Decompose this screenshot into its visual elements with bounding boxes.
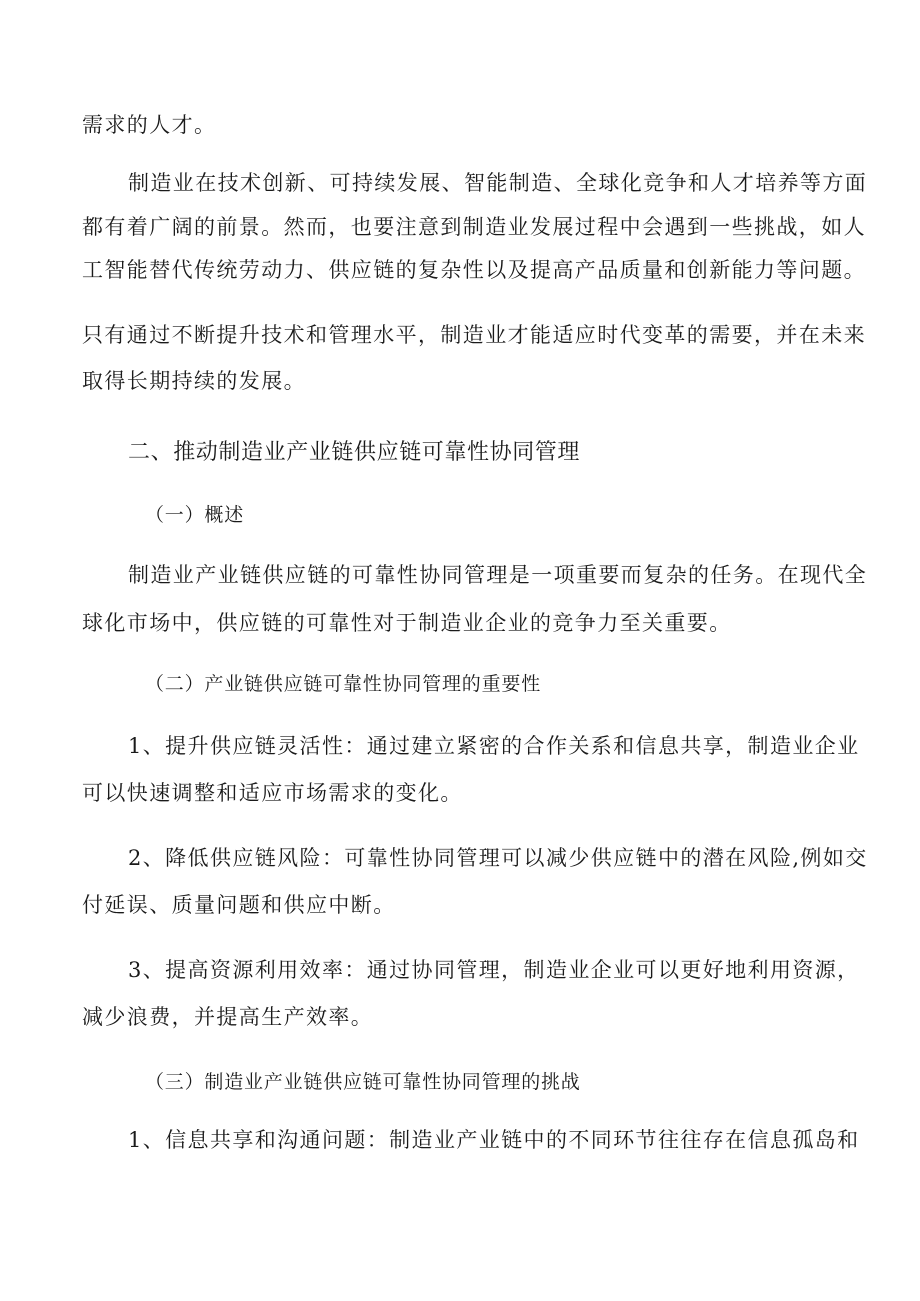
intro-paragraph-line: 制造业在技术创新、可持续发展、智能制造、全球化竞争和人才培养等方面: [128, 171, 868, 195]
challenges-item-line: 1、信息共享和沟通问题：制造业产业链中的不同环节往往存在信息孤岛和: [128, 1128, 860, 1152]
challenges-heading: （三）制造业产业链供应链可靠性协同管理的挑战: [145, 1071, 581, 1093]
importance-heading: （二）产业链供应链可靠性协同管理的重要性: [145, 673, 542, 695]
importance-item-line: 2、降低供应链风险：可靠性协同管理可以减少供应链中的潜在风险,例如交: [128, 846, 868, 870]
importance-item-line: 减少浪费，并提高生产效率。: [82, 1005, 374, 1029]
intro-paragraph-line: 工智能替代传统劳动力、供应链的复杂性以及提高产品质量和创新能力等问题。: [82, 258, 866, 282]
overview-line: 制造业产业链供应链的可靠性协同管理是一项重要而复杂的任务。在现代全: [128, 563, 868, 587]
section-title: 二、推动制造业产业链供应链可靠性协同管理: [128, 440, 581, 465]
importance-item-line: 3、提高资源利用效率：通过协同管理，制造业企业可以更好地利用资源，: [128, 958, 860, 982]
overview-heading: （一）概述: [145, 504, 245, 526]
continuation-line: 需求的人才。: [82, 113, 217, 137]
intro-paragraph-line: 只有通过不断提升技术和管理水平，制造业才能适应时代变革的需要，并在未来: [82, 323, 866, 347]
intro-paragraph-line: 取得长期持续的发展。: [82, 369, 306, 393]
intro-paragraph-line: 都有着广阔的前景。然而，也要注意到制造业发展过程中会遇到一些挑战，如人: [82, 215, 866, 239]
overview-line: 球化市场中，供应链的可靠性对于制造业企业的竞争力至关重要。: [82, 611, 732, 635]
importance-item-line: 1、提升供应链灵活性：通过建立紧密的合作关系和信息共享，制造业企业: [128, 734, 860, 758]
importance-item-line: 可以快速调整和适应市场需求的变化。: [82, 781, 463, 805]
importance-item-line: 付延误、质量问题和供应中断。: [82, 893, 396, 917]
